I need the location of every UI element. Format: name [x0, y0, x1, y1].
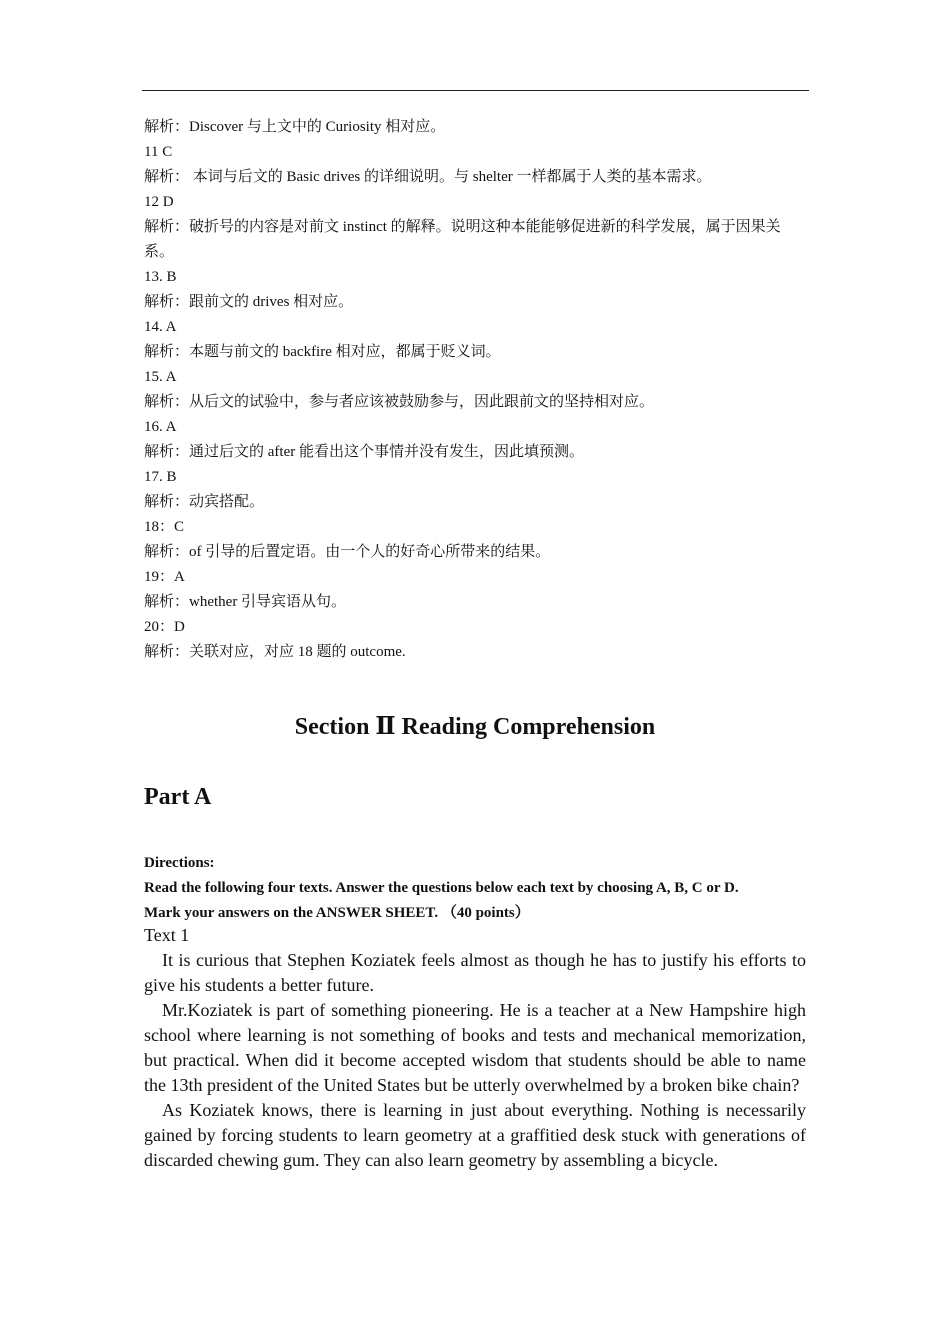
reading-passage — [144, 923, 806, 1173]
header-rule — [142, 90, 809, 91]
answer-key-list — [144, 115, 810, 665]
directions-label: Directions: — [144, 855, 215, 871]
answer-line: 解析：whether 引导宾语从句。 — [144, 594, 347, 610]
answer-line: 16. A — [144, 419, 177, 435]
answer-line: 解析：通过后文的 after 能看出这个事情并没有发生，因此填预测。 — [144, 444, 584, 460]
passage-paragraph: Mr.Koziatek is part of something pioneering. He is a teacher at a New Hampshire high school where learning is not something of books and tests and mechanical memorization, but practical. When did it become accepted wisdom that students should be able to name the 13th president of the United States but be utterly overwhelmed by a broken bike chain? — [144, 1000, 806, 1095]
directions-text: Mark your answers on the ANSWER SHEET. （40 points） — [144, 905, 530, 921]
answer-line: 解析：从后文的试验中，参与者应该被鼓励参与，因此跟前文的坚持相对应。 — [144, 394, 655, 410]
answer-line: 19：A — [144, 569, 185, 585]
passage-paragraph: It is curious that Stephen Koziatek feels almost as though he has to justify his efforts to give his students a better future. — [144, 950, 806, 995]
answer-line: 12 D — [144, 194, 174, 210]
section-title: Section Ⅱ Reading Comprehension — [294, 714, 656, 740]
answer-line: 20：D — [144, 619, 185, 635]
answer-line: 13. B — [144, 269, 177, 285]
answer-line: 14. A — [144, 319, 177, 335]
answer-line: 解析：of 引导的后置定语。由一个人的好奇心所带来的结果。 — [144, 544, 551, 560]
directions-block — [144, 851, 814, 926]
answer-line: 17. B — [144, 469, 177, 485]
answer-line: 15. A — [144, 369, 177, 385]
answer-line: 18：C — [144, 519, 185, 535]
answer-line: 解析：动宾搭配。 — [144, 494, 265, 510]
answer-line: 11 C — [144, 144, 173, 160]
answer-line: 解析：本题与前文的 backfire 相对应，都属于贬义词。 — [144, 344, 501, 360]
directions-text: Read the following four texts. Answer the questions below each text by choosing A, B, C or D. — [144, 880, 739, 896]
answer-line: 解析： 本词与后文的 Basic drives 的详细说明。与 shelter 一样都属于人类的基本需求。 — [144, 169, 712, 185]
passage-label: Text 1 — [144, 925, 190, 945]
part-title: Part A — [144, 784, 212, 810]
passage-paragraph: As Koziatek knows, there is learning in just about everything. Nothing is necessarily gained by forcing students to learn geometry at a graffitied desk stuck with generations of discarded chewing gum. They can also learn geometry by assembling a bicycle. — [144, 1100, 806, 1170]
answer-line: 解析：跟前文的 drives 相对应。 — [144, 294, 354, 310]
answer-line: 解析：破折号的内容是对前文 instinct 的解释。说明这种本能能够促进新的科学发展，属于因果关系。 — [144, 219, 781, 260]
answer-line: 解析：Discover 与上文中的 Curiosity 相对应。 — [144, 119, 446, 135]
answer-line: 解析：关联对应，对应 18 题的 outcome. — [144, 644, 406, 660]
